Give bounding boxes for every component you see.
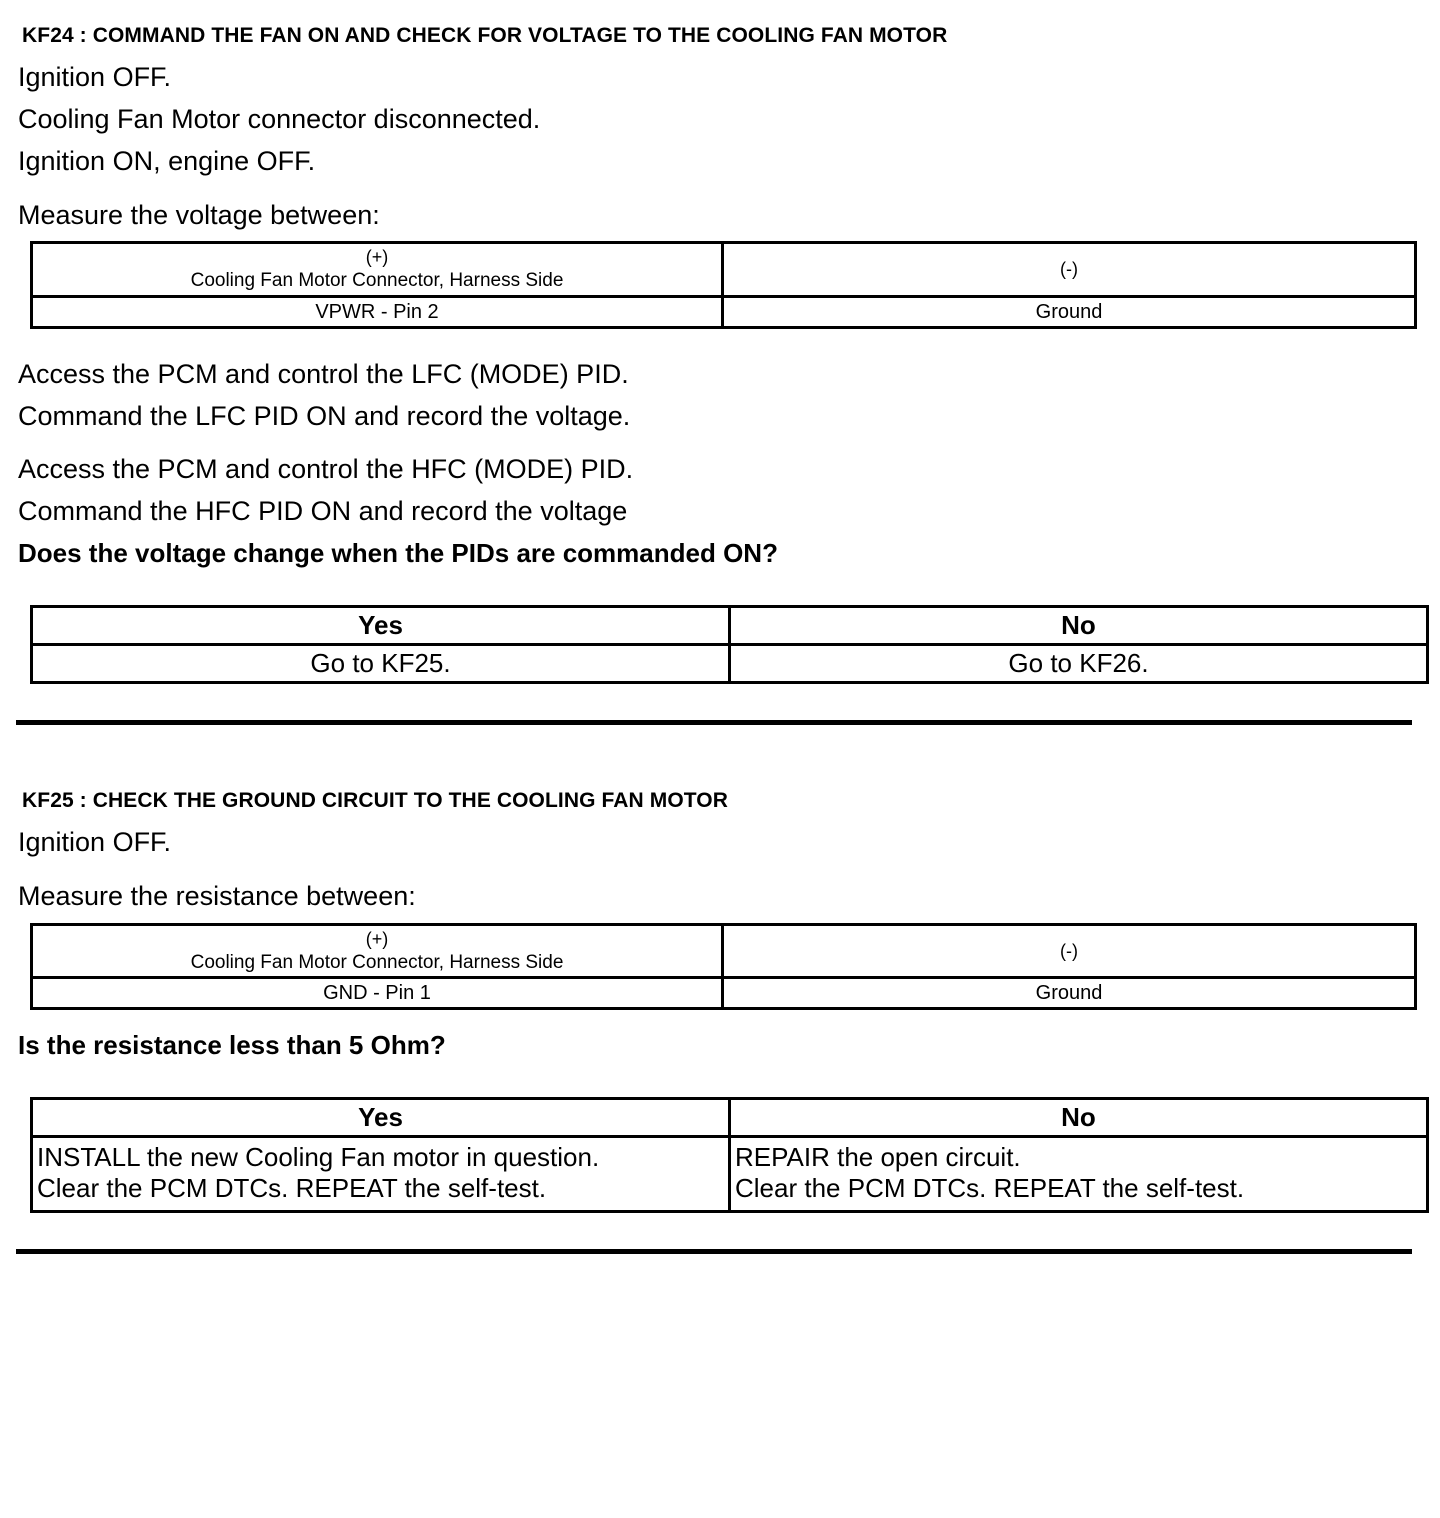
step-title-kf25: KF25 : CHECK THE GROUND CIRCUIT TO THE COOLING FAN MOTOR xyxy=(22,789,729,813)
positive-sign-label: (+) xyxy=(365,247,389,268)
measurement-negative-header xyxy=(723,925,1416,978)
section-divider xyxy=(16,1249,1412,1254)
instruction-line: Ignition OFF. xyxy=(18,62,172,92)
instruction-line: Ignition ON, engine OFF. xyxy=(18,145,316,176)
step-title-kf24: KF24 : COMMAND THE FAN ON AND CHECK FOR VOLTAGE TO THE COOLING FAN MOTOR xyxy=(22,24,948,47)
negative-sign-label: (-) xyxy=(1060,940,1078,961)
measurement-negative-value: Ground xyxy=(723,296,1416,327)
measure-instruction: Measure the voltage between: xyxy=(18,199,380,230)
measurement-negative-value: Ground xyxy=(723,978,1416,1009)
instruction-line: Access the PCM and control the LFC (MODE) PID. xyxy=(18,358,629,389)
decision-question-kf24: Does the voltage change when the PIDs are commanded ON? xyxy=(18,538,778,569)
table-row xyxy=(32,645,1428,683)
no-action: REPAIR the open circuit. Clear the PCM DTCs. REPEAT the self-test. xyxy=(730,1137,1428,1211)
table-row xyxy=(32,978,1416,1009)
instruction-line: Cooling Fan Motor connector disconnected. xyxy=(18,103,541,134)
yes-header: Yes xyxy=(32,1099,730,1137)
table-row xyxy=(32,296,1416,327)
measurement-table-kf25 xyxy=(30,923,1417,1010)
measurement-negative-header xyxy=(723,243,1416,296)
measurement-table-kf24 xyxy=(30,241,1417,328)
no-header: No xyxy=(730,1099,1428,1137)
measurement-positive-value: VPWR - Pin 2 xyxy=(32,296,723,327)
decision-question-kf25: Is the resistance less than 5 Ohm? xyxy=(18,1030,446,1061)
decision-table-kf25 xyxy=(30,1097,1429,1212)
no-action: Go to KF26. xyxy=(730,645,1428,683)
decision-table-kf24 xyxy=(30,605,1429,684)
instruction-line: Access the PCM and control the HFC (MODE) PID. xyxy=(18,454,634,485)
negative-sign-label: (-) xyxy=(1060,259,1078,280)
table-row xyxy=(32,925,1416,978)
instruction-line: Command the HFC PID ON and record the voltage xyxy=(18,496,628,527)
measurement-positive-value: GND - Pin 1 xyxy=(32,978,723,1009)
positive-connector-label: Cooling Fan Motor Connector, Harness Side xyxy=(190,951,564,973)
section-kf25 xyxy=(0,789,1440,1213)
no-header: No xyxy=(730,607,1428,645)
measurement-positive-header xyxy=(32,243,723,296)
measurement-positive-header xyxy=(32,925,723,978)
instruction-line: Ignition OFF. xyxy=(18,827,172,858)
instruction-line: Command the LFC PID ON and record the voltage. xyxy=(18,400,631,431)
section-kf24 xyxy=(0,24,1440,684)
table-row xyxy=(32,1137,1428,1211)
yes-action: Go to KF25. xyxy=(32,645,730,683)
table-row xyxy=(32,243,1416,296)
yes-action: INSTALL the new Cooling Fan motor in question. Clear the PCM DTCs. REPEAT the self-test. xyxy=(32,1137,730,1211)
table-row xyxy=(32,607,1428,645)
positive-sign-label: (+) xyxy=(365,929,389,950)
table-row xyxy=(32,1099,1428,1137)
measure-instruction: Measure the resistance between: xyxy=(18,881,416,912)
positive-connector-label: Cooling Fan Motor Connector, Harness Side xyxy=(190,269,564,291)
yes-header: Yes xyxy=(32,607,730,645)
